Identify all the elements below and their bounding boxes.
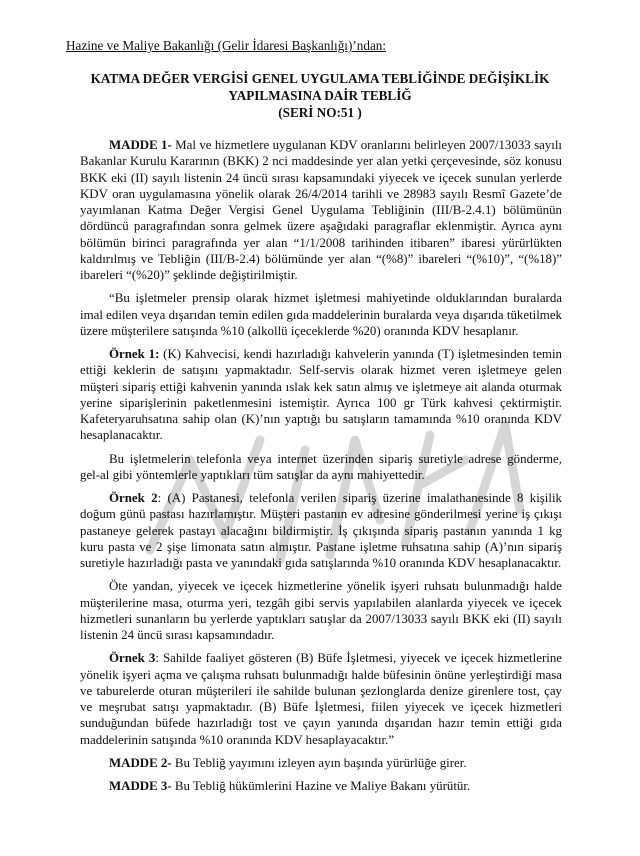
example-1-paragraph bbox=[80, 346, 562, 444]
article-2-paragraph bbox=[80, 755, 562, 771]
article-1-label: MADDE 1- bbox=[109, 138, 172, 152]
document-title bbox=[60, 70, 580, 121]
title-line-3: (SERİ NO:51 ) bbox=[278, 105, 362, 120]
example-2-text: : (A) Pastanesi, telefonla verilen sipariş üzerine imalathanesinde 8 kişilik doğum günü pastası hazırlamıştır. Müşteri pastanın ev adresine gönderilmesi yerine iş çıkışı pastaneye gelerek pastayı alacağını bildirmiştir. İş çıkışında sipariş pastanın yanında 1 kg kuru pasta ve 2 şişe limonata satın almıştır. Pastane işletme ruhsatına sahip (A)’nın sipariş suretiyle hazırladığı pasta ve yanındaki gıda satışlarında %10 oranında KDV hesaplanacaktır. bbox=[80, 491, 562, 570]
article-1-text: Mal ve hizmetlere uygulanan KDV oranlarını belirleyen 2007/13033 sayılı Bakanlar Kurulu Kararının (BKK) 2 nci maddesinde yer alan yetki çerçevesinde, söz konusu BKK eki (II) sayılı listenin 24 üncü sırası kapsamındaki yiyecek ve içecek sunulan yerlerde KDV oran uygulamasına yönelik olarak 26/4/2014 tarihli ve 28983 sayılı Resmî Gazete’de yayımlanan Katma Değer Vergisi Genel Uygulama Tebliğinin (III/B-2.4.1) bölümünün dördüncü paragrafından sonra gelmek üzere aşağıdaki paragraflar eklenmiştir. Ayrıca aynı bölümün birinci paragrafında yer alan “1/1/2008 tarihinden itibaren” ibaresi yürürlükten kaldırılmış ve Tebliğin (III/B-2.4) bölümünde yer alan “(%8)” ibareleri “(%10)”, “(%18)” ibareleri “(%20)” şeklinde değiştirilmiştir. bbox=[80, 138, 563, 282]
article-2-text: Bu Tebliğ yayımını izleyen ayın başında yürürlüğe girer. bbox=[171, 755, 467, 770]
example-3-label: Örnek 3 bbox=[109, 651, 156, 666]
article-3-paragraph bbox=[80, 778, 562, 794]
example-3-paragraph bbox=[80, 650, 562, 748]
other-side-paragraph: Öte yandan, yiyecek ve içecek hizmetlerine yönelik işyeri ruhsatı bulunmadığı halde müşterilerine masa, oturma yeri, tezgâh gibi servis yapılabilen alanlarda yiyecek ve içecek hizmetleri sunanların bu yerlerde yaptıkları satışlar da 2007/13033 sayılı BKK eki (II) sayılı listenin 24 üncü sırası kapsamındadır. bbox=[80, 579, 562, 642]
issuer-header: Hazine ve Maliye Bakanlığı (Gelir İdaresi Başkanlığı)’ndan: bbox=[66, 38, 387, 53]
document-body bbox=[80, 137, 562, 794]
article-3-label: MADDE 3- bbox=[109, 779, 172, 793]
example-2-label: Örnek 2 bbox=[109, 491, 158, 505]
title-line-1: KATMA DEĞER VERGİSİ GENEL UYGULAMA TEBLİĞİNDE DEĞİŞİKLİK bbox=[90, 71, 550, 86]
internet-sales-paragraph: Bu işletmelerin telefonla veya internet üzerinden sipariş suretiyle adrese gönderme, gel-al gibi yöntemlerle yaptıkları tüm satışlar da aynı mahiyettedir. bbox=[80, 451, 562, 482]
example-3-text: : Sahilde faaliyet gösteren (B) Büfe İşletmesi, yiyecek ve içecek hizmetlerine yönelik işyeri açma ve çalışma ruhsatı bulunmadığı halde büfesinin önüne yerleştirdiği masa ve taburelerde oturan müşterileri ile sahilde bulunan şezlonglarda denize girenlere tost, çay ve meşrubat satışı yapmaktadır. (B) Büfe İşletmesi, fiilen yiyecek ve içecek hizmetleri sunduğundan büfede hazırladığı tost ve çayın yanında dışarıdan hazır temin ettiği gıda maddelerinin satışında %10 oranında KDV hesaplayacaktır.” bbox=[80, 651, 562, 747]
title-line-2: YAPILMASINA DAİR TEBLİĞ bbox=[228, 88, 412, 103]
quote-paragraph: “Bu işletmeler prensip olarak hizmet işletmesi mahiyetinde olduklarından buralarda imal edilen veya dışarıdan temin edilen gıda maddelerinin buralarda veya dışarıda tüketilmek üzere müşterilere satışında %10 (alkollü içeceklerde %20) oranında KDV hesaplanır. bbox=[80, 291, 562, 338]
example-1-text: (K) Kahvecisi, kendi hazırladığı kahvelerin yanında (T) işletmesinden temin ettiği keklerin de satışını yapmaktadır. Self-servis olarak hizmet veren işletmeye gelen müşteri sipariş ettiği kahvenin yanında ıslak kek satın almış ve işletmeye ait alanda oturmak yerine siparişlerinin paketlenmesini istemiştir. Ayrıca 100 gr Türk kahvesi çektirmiştir. Kafeteryaruhsatına sahip olan (K)’nın yaptığı bu satışların tamamında %10 oranında KDV hesaplanacaktır. bbox=[80, 347, 562, 443]
example-1-label: Örnek 1: bbox=[109, 347, 160, 361]
article-2-label: MADDE 2- bbox=[109, 755, 172, 770]
article-3-text: Bu Tebliğ hükümlerini Hazine ve Maliye Bakanı yürütür. bbox=[171, 779, 471, 793]
article-1-paragraph bbox=[80, 137, 562, 283]
example-2-paragraph bbox=[80, 490, 562, 571]
